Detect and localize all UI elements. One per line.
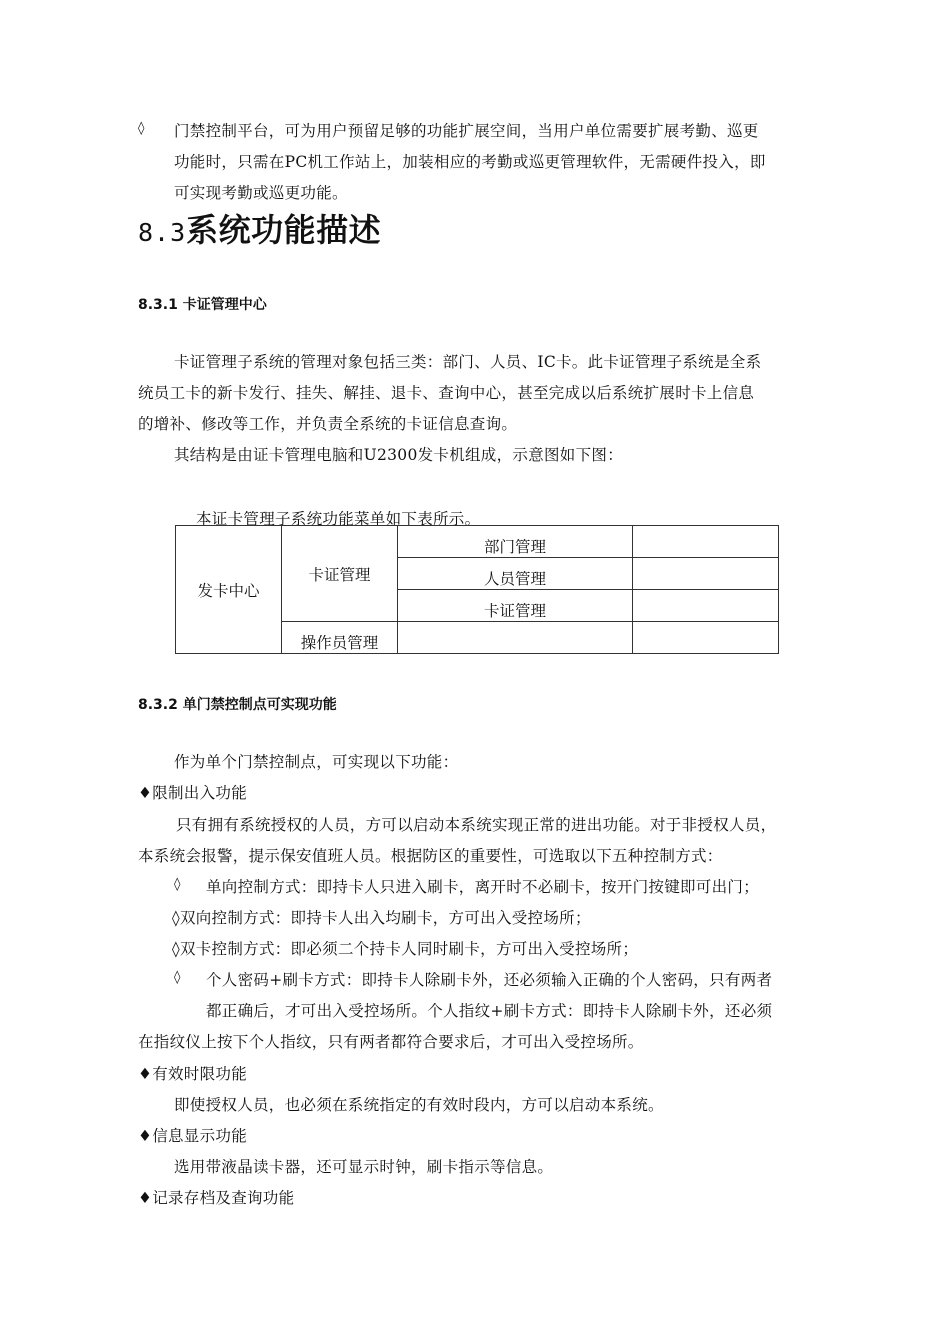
paragraph-line: 本系统会报警，提示保安值班人员。根据防区的重要性，可选取以下五种控制方式： [138,847,723,865]
paragraph-line: 选用带液晶读卡器，还可显示时钟，刷卡指示等信息。 [174,1158,554,1176]
mode-two-way: ◊双向控制方式：即持卡人出入均刷卡，方可出入受控场所； [172,909,591,927]
mode-dual-card: ◊双卡控制方式：即必须二个持卡人同时刷卡，方可出入受控场所； [172,940,639,958]
subsection-heading-8-3-1: 8.3.1 卡证管理中心 [138,297,267,313]
table-cell-operator-management: 操作员管理 [282,622,398,654]
intro-line-1: 门禁控制平台，可为用户预留足够的功能扩展空间，当用户单位需要扩展考勤、巡更 [174,122,759,140]
intro-line-2: 功能时，只需在PC机工作站上，加装相应的考勤或巡更管理软件，无需硬件投入，即 [174,153,766,171]
section-title: 系统功能描述 [186,211,382,249]
diamond-bullet-icon: ◊ [138,121,145,136]
table-caption: 本证卡管理子系统功能菜单如下表所示。 [196,510,481,528]
paragraph-line: 其结构是由证卡管理电脑和U2300发卡机组成，示意图如下图： [174,446,624,464]
paragraph-line: 卡证管理子系统的管理对象包括三类：部门、人员、IC卡。此卡证管理子系统是全系 [174,353,762,371]
diamond-bullet-icon: ◊ [174,877,181,892]
table-cell-empty [633,590,779,622]
subsection-heading-8-3-2: 8.3.2 单门禁控制点可实现功能 [138,697,337,713]
diamond-bullet-icon: ◊ [174,970,181,985]
mode-pin-card-cont: 都正确后，才可出入受控场所。个人指纹+刷卡方式：即持卡人除刷卡外，还必须 [206,1002,773,1020]
feature-title-time-limit: ♦有效时限功能 [138,1065,247,1083]
paragraph-line: 作为单个门禁控制点，可实现以下功能： [174,753,459,771]
table-cell-empty [633,622,779,654]
paragraph-line: 只有拥有系统授权的人员，方可以启动本系统实现正常的进出功能。对于非授权人员， [176,816,777,834]
intro-line-3: 可实现考勤或巡更功能。 [174,184,348,202]
paragraph-line: 统员工卡的新卡发行、挂失、解挂、退卡、查询中心，甚至完成以后系统扩展时卡上信息 [138,384,755,402]
table-cell-card-center: 发卡中心 [176,526,282,654]
function-menu-table [175,525,779,654]
mode-pin-card: 个人密码+刷卡方式：即持卡人除刷卡外，还必须输入正确的个人密码，只有两者 [206,971,773,989]
table-cell-empty [398,622,633,654]
mode-pin-card-cont: 在指纹仪上按下个人指纹，只有两者都符合要求后，才可出入受控场所。 [138,1033,644,1051]
feature-title-info-display: ♦信息显示功能 [138,1127,247,1145]
table-cell-card-cert-management: 卡证管理 [398,590,633,622]
table-cell-personnel-management: 人员管理 [398,558,633,590]
table-cell-dept-management: 部门管理 [398,526,633,558]
mode-one-way: 单向控制方式：即持卡人只进入刷卡，离开时不必刷卡，按开门按键即可出门； [206,878,760,896]
paragraph-line: 即使授权人员，也必须在系统指定的有效时段内，方可以启动本系统。 [174,1096,664,1114]
table-cell-empty [633,526,779,558]
feature-title-access-limit: ♦限制出入功能 [138,784,247,802]
section-heading [138,205,381,251]
section-number: 8.3 [138,218,187,247]
table-cell-empty [633,558,779,590]
paragraph-line: 的增补、修改等工作，并负责全系统的卡证信息查询。 [138,415,518,433]
table-cell-card-management: 卡证管理 [282,526,398,622]
feature-title-records: ♦记录存档及查询功能 [138,1189,295,1207]
